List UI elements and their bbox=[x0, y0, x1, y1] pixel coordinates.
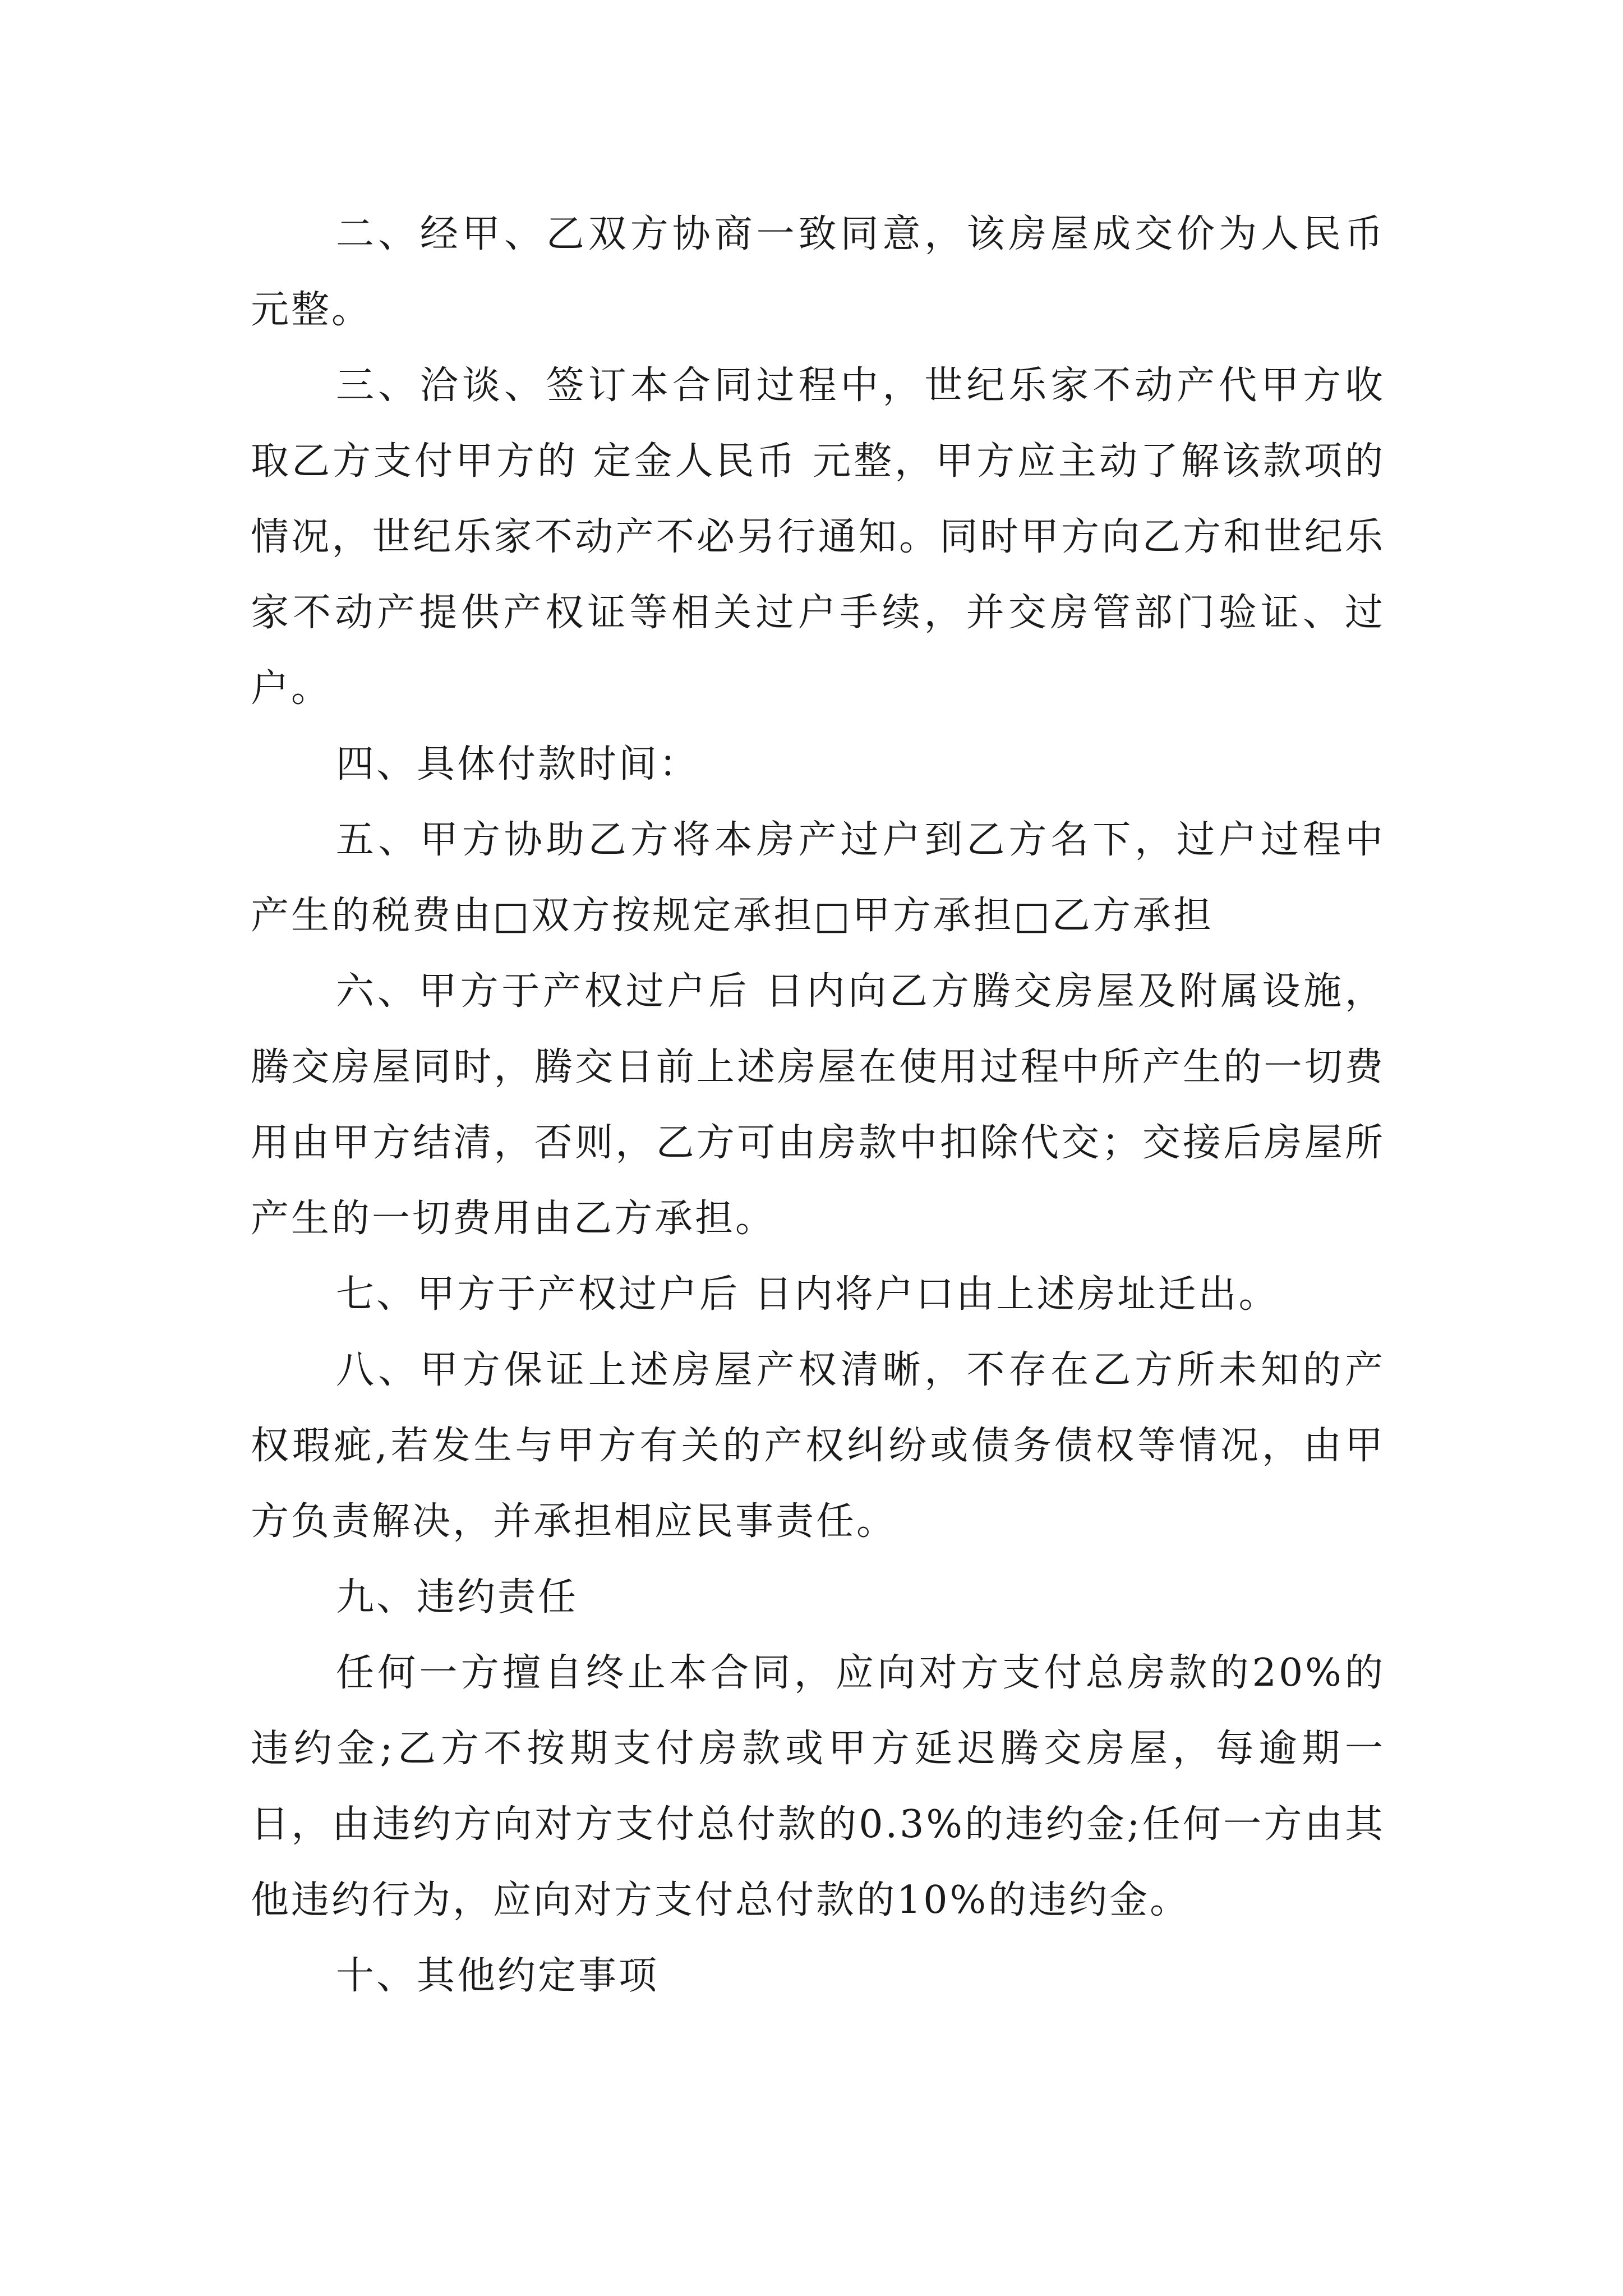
clause-8-title-guarantee: 八、甲方保证上述房屋产权清晰，不存在乙方所未知的产权瑕疵,若发生与甲方有关的产权纠纷或债务债权等情况，由甲方负责解决，并承担相应民事责任。 bbox=[251, 1348, 1385, 1544]
clause-6-handover: 六、甲方于产权过户后 日内向乙方腾交房屋及附属设施，腾交房屋同时，腾交日前上述房屋在使用过程中所产生的一切费用由甲方结清，否则，乙方可由房款中扣除代交；交接后房屋所产生的一切费用由乙方承担。 bbox=[251, 969, 1385, 1241]
clause-9-heading: 九、违约责任 bbox=[336, 1575, 579, 1619]
clause-9-breach-details: 任何一方擅自终止本合同，应向对方支付总房款的20%的违约金;乙方不按期支付房款或甲方延迟腾交房屋，每逾期一日，由违约方向对方支付总付款的0.3%的违约金;任何一方由其他违约行为，应向对方支付总付款的10%的违约金。 bbox=[251, 1651, 1385, 1922]
clause-4-payment-time: 四、具体付款时间： bbox=[336, 742, 700, 786]
clause-7-household-registration: 七、甲方于产权过户后 日内将户口由上述房址迁出。 bbox=[336, 1272, 1279, 1317]
clause-3-deposit: 三、洽谈、签订本合同过程中，世纪乐家不动产代甲方收取乙方支付甲方的 定金人民币 元整，甲方应主动了解该款项的情况，世纪乐家不动产不必另行通知。同时甲方向乙方和世纪乐家不动产提供产权证等相关过户手续，并交房管部门验证、过户。 bbox=[251, 364, 1385, 711]
clause-5-transfer: 五、甲方协助乙方将本房产过户到乙方名下，过户过程中产生的税费由□双方按规定承担□甲方承担□乙方承担 bbox=[251, 818, 1385, 938]
contract-body bbox=[251, 196, 1385, 2014]
clause-10-heading: 十、其他约定事项 bbox=[336, 1954, 660, 1998]
clause-2-price: 二、经甲、乙双方协商一致同意，该房屋成交价为人民币 元整。 bbox=[251, 212, 1385, 332]
